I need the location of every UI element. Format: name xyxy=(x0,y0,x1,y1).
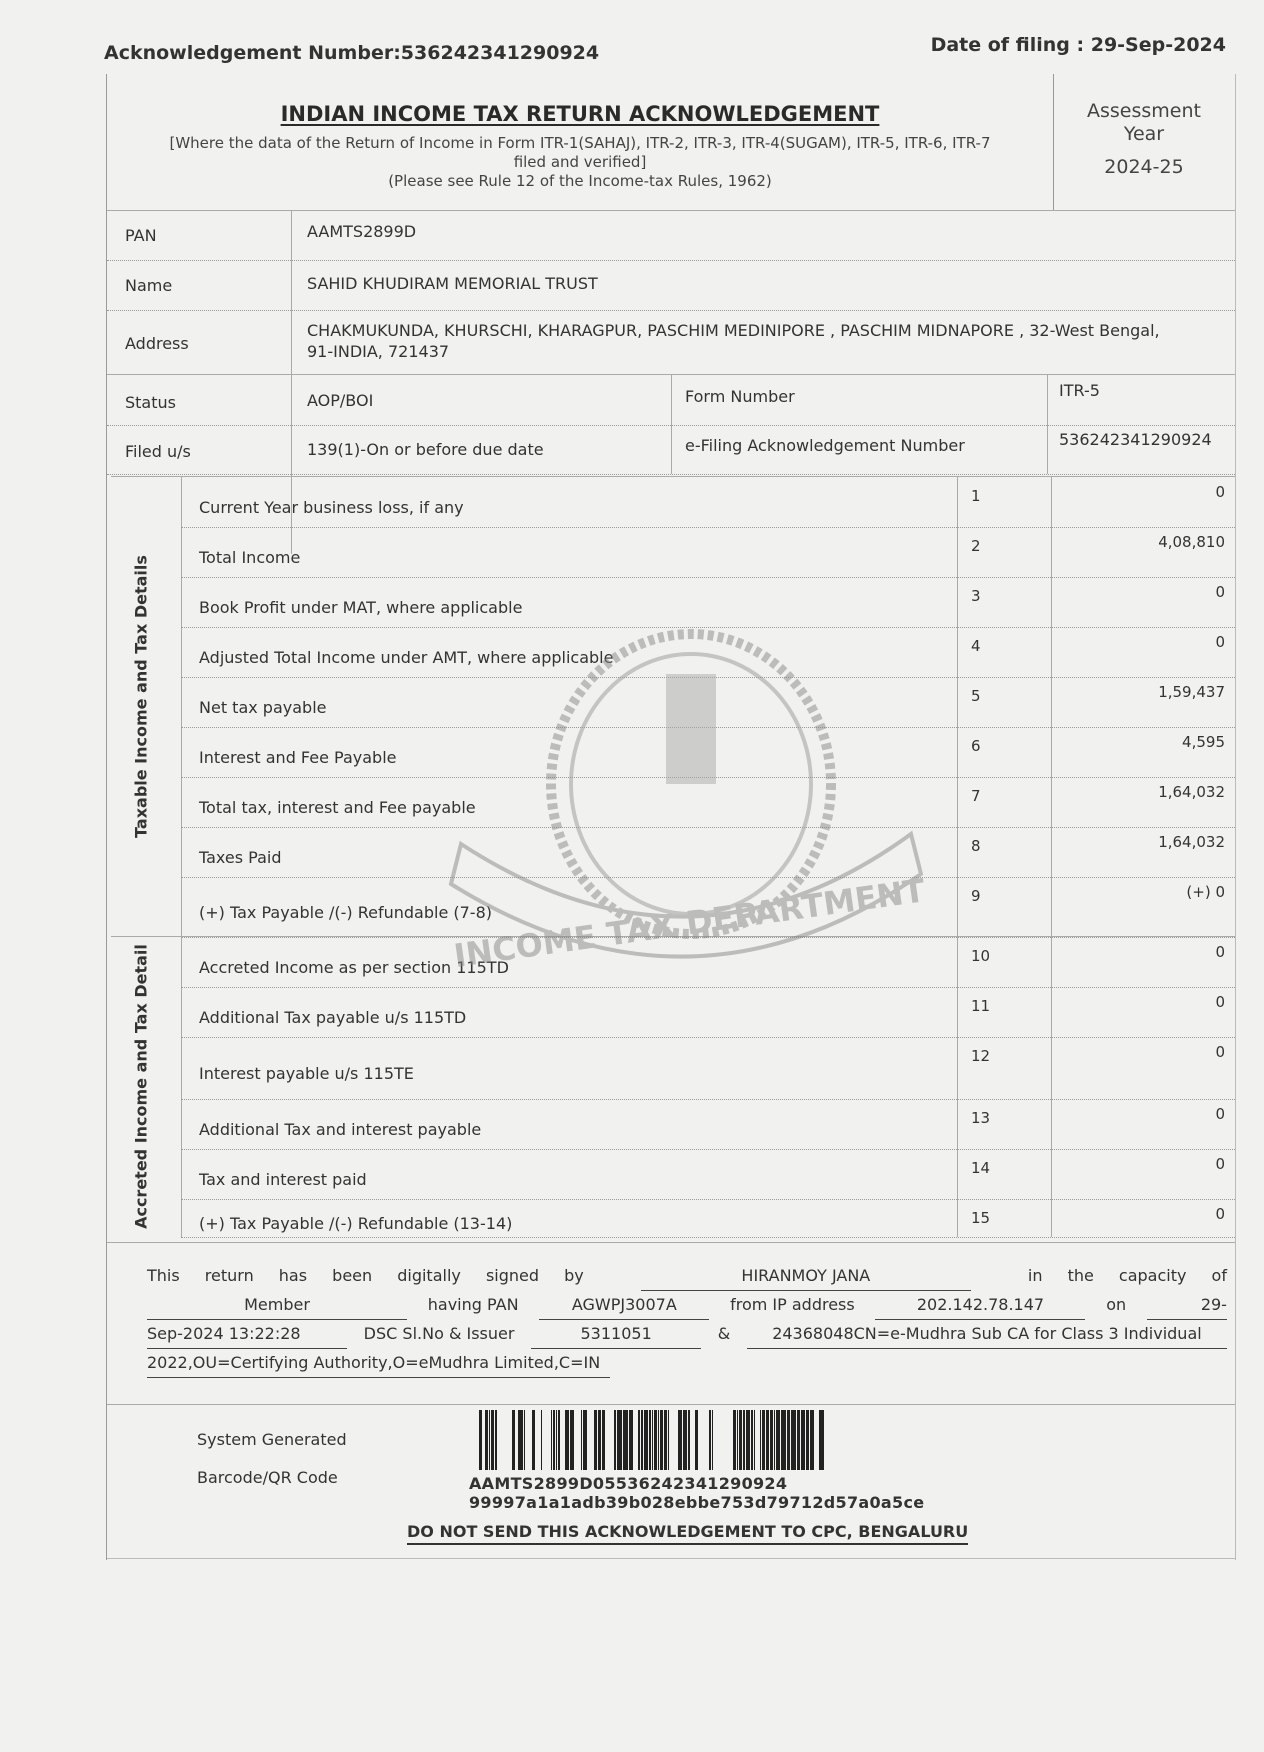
signature-line-4 xyxy=(147,1349,1227,1378)
barcode-bar xyxy=(762,1410,765,1470)
barcode-bar xyxy=(556,1410,557,1470)
barcode-bar xyxy=(712,1410,713,1470)
barcode-bar xyxy=(787,1410,790,1470)
row-description: Book Profit under MAT, where applicable xyxy=(199,598,523,617)
sign-date-part-1: 29- xyxy=(1147,1291,1227,1320)
row-number: 5 xyxy=(971,687,981,705)
row-description: Accreted Income as per section 115TD xyxy=(199,958,509,977)
barcode-bar xyxy=(683,1410,687,1470)
row-amount: 1,64,032 xyxy=(1158,833,1225,851)
barcode-bar xyxy=(658,1410,659,1470)
sig-text-4: from IP address xyxy=(730,1295,855,1314)
page-header xyxy=(104,30,1226,70)
signature-block xyxy=(147,1262,1227,1378)
barcode-bar xyxy=(581,1410,582,1470)
row-amount: 0 xyxy=(1215,943,1225,961)
form-subtitle xyxy=(107,134,1053,191)
barcode-bar xyxy=(739,1410,742,1470)
barcode-label-1: System Generated xyxy=(197,1430,347,1449)
signer-capacity: Member xyxy=(147,1291,407,1320)
barcode-bar xyxy=(791,1410,796,1470)
row-number: 1 xyxy=(971,487,981,505)
barcode-bar xyxy=(688,1410,690,1470)
row-description: Net tax payable xyxy=(199,698,327,717)
signature-divider xyxy=(107,1242,1235,1243)
barcode-bar xyxy=(751,1410,753,1470)
sig-text-6: DSC Sl.No & Issuer xyxy=(363,1324,515,1343)
barcode-bar xyxy=(551,1410,552,1470)
signature-line-2 xyxy=(147,1291,1227,1320)
barcode-bar xyxy=(660,1410,663,1470)
barcode-bar xyxy=(638,1410,640,1470)
footer-divider xyxy=(107,1558,1235,1559)
filed-us-value: 139(1)-On or before due date xyxy=(307,440,544,459)
barcode-bar xyxy=(570,1410,574,1470)
row-description: Interest and Fee Payable xyxy=(199,748,397,767)
barcode-bar xyxy=(602,1410,605,1470)
barcode-bar xyxy=(524,1410,525,1470)
income-tax-seal-watermark xyxy=(441,614,931,1064)
name-label: Name xyxy=(125,276,173,295)
sig-text-5: on xyxy=(1106,1295,1127,1314)
dsc-issuer-line-1: 24368048CN=e-Mudhra Sub CA for Class 3 Individual xyxy=(747,1320,1227,1349)
barcode-bar xyxy=(594,1410,597,1470)
row-description: Total Income xyxy=(199,548,301,567)
row-number: 10 xyxy=(971,947,991,965)
row-amount: 0 xyxy=(1215,1105,1225,1123)
barcode-bar xyxy=(644,1410,648,1470)
barcode-bar xyxy=(743,1410,745,1470)
subtitle-line-1: [Where the data of the Return of Income in Form ITR-1(SAHAJ), ITR-2, ITR-3, ITR-4(SUGAM), ITR-5, ITR-6, ITR-7 xyxy=(169,134,991,152)
form-number-value: ITR-5 xyxy=(1059,381,1100,400)
row-amount: 0 xyxy=(1215,993,1225,1011)
row-number: 9 xyxy=(971,887,981,905)
sig-text-2: in the capacity of xyxy=(1027,1266,1227,1285)
form-number-label: Form Number xyxy=(685,387,795,406)
form-title: INDIAN INCOME TAX RETURN ACKNOWLEDGEMENT xyxy=(280,102,880,126)
row-description: (+) Tax Payable /(-) Refundable (7-8) xyxy=(199,903,492,922)
subtitle-line-2: filed and verified] xyxy=(513,153,647,171)
barcode-divider xyxy=(107,1404,1235,1405)
barcode-bar xyxy=(512,1410,515,1470)
sig-text-3: having PAN xyxy=(427,1295,519,1314)
dsc-issuer-line-2: 2022,OU=Certifying Authority,O=eMudhra Limited,C=IN xyxy=(147,1349,610,1378)
row-description: Current Year business loss, if any xyxy=(199,498,464,517)
row-number: 4 xyxy=(971,637,981,655)
dsc-serial: 5311051 xyxy=(531,1320,701,1349)
barcode-text: AAMTS2899D05536242341290924 99997a1a1adb39b028ebbe753d79712d57a0a5ce xyxy=(469,1474,925,1512)
row-number: 12 xyxy=(971,1047,991,1065)
status-value: AOP/BOI xyxy=(307,391,374,410)
row-description: Taxes Paid xyxy=(199,848,282,867)
barcode-image xyxy=(479,1410,829,1470)
row-amount: 1,64,032 xyxy=(1158,783,1225,801)
barcode-bar xyxy=(770,1410,773,1470)
barcode-bar xyxy=(598,1410,601,1470)
sig-text-1: This return has been digitally signed by xyxy=(147,1266,584,1285)
name-value: SAHID KHUDIRAM MEMORIAL TRUST xyxy=(307,274,598,293)
barcode-bar xyxy=(754,1410,755,1470)
details-mid-divider xyxy=(671,374,672,474)
signer-pan: AGWPJ3007A xyxy=(539,1291,709,1320)
barcode-bar xyxy=(709,1410,711,1470)
barcode-bar xyxy=(819,1410,824,1470)
address-row xyxy=(107,310,1235,375)
do-not-send-note: DO NOT SEND THIS ACKNOWLEDGEMENT TO CPC, BENGALURU xyxy=(407,1522,968,1545)
barcode-bar xyxy=(641,1410,643,1470)
pan-row xyxy=(107,210,1235,261)
barcode-bar xyxy=(623,1410,628,1470)
barcode-bar xyxy=(479,1410,482,1470)
barcode-bar xyxy=(583,1410,587,1470)
form-title-block xyxy=(107,74,1054,210)
barcode-bar xyxy=(678,1410,682,1470)
assessment-year-block xyxy=(1053,74,1235,210)
barcode-bar xyxy=(649,1410,651,1470)
row-number: 15 xyxy=(971,1209,991,1227)
row-number: 6 xyxy=(971,737,981,755)
row-amount: 0 xyxy=(1215,1155,1225,1173)
barcode-bar xyxy=(652,1410,653,1470)
row-amount: 4,595 xyxy=(1182,733,1225,751)
barcode-bar xyxy=(565,1410,569,1470)
date-of-filing: Date of filing : 29-Sep-2024 xyxy=(930,34,1226,56)
row-description: Tax and interest paid xyxy=(199,1170,367,1189)
barcode-bar xyxy=(797,1410,800,1470)
barcode-bar xyxy=(781,1410,786,1470)
barcode-bar xyxy=(491,1410,494,1470)
barcode-bar xyxy=(766,1410,769,1470)
name-row xyxy=(107,260,1235,311)
signer-ip: 202.142.78.147 xyxy=(875,1291,1085,1320)
barcode-bar xyxy=(746,1410,750,1470)
signature-line-3 xyxy=(147,1320,1227,1349)
row-number: 3 xyxy=(971,587,981,605)
address-line-1: CHAKMUKUNDA, KHURSCHI, KHARAGPUR, PASCHIM MEDINIPORE , PASCHIM MIDNAPORE , 32-West Bengal, xyxy=(307,321,1160,340)
taxable-section-label: Taxable Income and Tax Details xyxy=(131,555,151,838)
barcode-bar xyxy=(541,1410,542,1470)
barcode-bar xyxy=(737,1410,738,1470)
sig-ampersand: & xyxy=(717,1324,731,1343)
barcode-bar xyxy=(629,1410,633,1470)
row-amount: 0 xyxy=(1215,633,1225,651)
barcode-bar xyxy=(810,1410,814,1470)
barcode-bar xyxy=(553,1410,555,1470)
table-row xyxy=(181,527,1235,578)
row-amount: 0 xyxy=(1215,583,1225,601)
details-right-divider xyxy=(1047,374,1048,474)
seal-emblem xyxy=(666,674,716,784)
barcode-bar xyxy=(760,1410,761,1470)
row-description: Adjusted Total Income under AMT, where applicable xyxy=(199,648,614,667)
row-number: 8 xyxy=(971,837,981,855)
row-amount: 4,08,810 xyxy=(1158,533,1225,551)
address-line-2: 91-INDIA, 721437 xyxy=(307,342,450,361)
pan-value: AAMTS2899D xyxy=(307,222,417,241)
efiling-ack-label: e-Filing Acknowledgement Number xyxy=(685,436,965,455)
ay-label-line-2: Year xyxy=(1123,123,1165,145)
table-row xyxy=(181,1099,1235,1150)
row-number: 13 xyxy=(971,1109,991,1127)
accreted-section-label: Accreted Income and Tax Detail xyxy=(131,944,151,1229)
assessment-year-label xyxy=(1053,100,1235,146)
row-number: 2 xyxy=(971,537,981,555)
row-description: Total tax, interest and Fee payable xyxy=(199,798,476,817)
filed-us-label: Filed u/s xyxy=(125,442,191,461)
row-description: Additional Tax payable u/s 115TD xyxy=(199,1008,467,1027)
barcode-bar xyxy=(518,1410,523,1470)
subtitle-line-3: (Please see Rule 12 of the Income-tax Rules, 1962) xyxy=(388,172,772,190)
barcode-bar xyxy=(806,1410,809,1470)
row-description: Interest payable u/s 115TE xyxy=(199,1064,414,1083)
barcode-bar xyxy=(668,1410,669,1470)
sign-date-part-2: Sep-2024 13:22:28 xyxy=(147,1320,347,1349)
barcode-label-2: Barcode/QR Code xyxy=(197,1468,338,1487)
barcode-bar xyxy=(774,1410,775,1470)
pan-label: PAN xyxy=(125,226,157,245)
barcode-bar xyxy=(695,1410,698,1470)
barcode-bar xyxy=(733,1410,736,1470)
barcode-bar xyxy=(776,1410,780,1470)
row-amount: 0 xyxy=(1215,1205,1225,1223)
row-amount: 0 xyxy=(1215,483,1225,501)
row-number: 14 xyxy=(971,1159,991,1177)
signer-name: HIRANMOY JANA xyxy=(641,1262,971,1291)
assessment-year-value: 2024-25 xyxy=(1104,156,1184,178)
acknowledgement-form xyxy=(106,74,1236,1560)
row-description: Additional Tax and interest payable xyxy=(199,1120,482,1139)
seal-text: INCOME TAX DEPARTMENT xyxy=(451,871,928,975)
status-label: Status xyxy=(125,393,176,412)
barcode-bar xyxy=(558,1410,560,1470)
address-label: Address xyxy=(125,334,189,353)
barcode-bar xyxy=(614,1410,616,1470)
barcode-bar xyxy=(485,1410,488,1470)
barcode-bar xyxy=(495,1410,497,1470)
ay-label-line-1: Assessment xyxy=(1087,100,1201,122)
barcode-bar xyxy=(532,1410,535,1470)
row-amount: 0 xyxy=(1215,1043,1225,1061)
table-row xyxy=(181,1199,1235,1238)
row-description: (+) Tax Payable /(-) Refundable (13-14) xyxy=(199,1214,513,1233)
acknowledgement-number: Acknowledgement Number:536242341290924 xyxy=(104,42,600,64)
efiling-ack-value: 536242341290924 xyxy=(1059,430,1212,449)
row-number: 7 xyxy=(971,787,981,805)
address-value xyxy=(307,320,1207,362)
barcode-bar xyxy=(617,1410,622,1470)
signature-line-1 xyxy=(147,1262,1227,1291)
table-row xyxy=(181,477,1235,528)
row-amount: 1,59,437 xyxy=(1158,683,1225,701)
barcode-bar xyxy=(654,1410,657,1470)
barcode-bar xyxy=(801,1410,805,1470)
table-row xyxy=(181,1149,1235,1200)
barcode-bar xyxy=(664,1410,667,1470)
form-header xyxy=(107,74,1235,211)
row-number: 11 xyxy=(971,997,991,1015)
barcode-bar xyxy=(489,1410,490,1470)
row-amount: (+) 0 xyxy=(1186,883,1225,901)
